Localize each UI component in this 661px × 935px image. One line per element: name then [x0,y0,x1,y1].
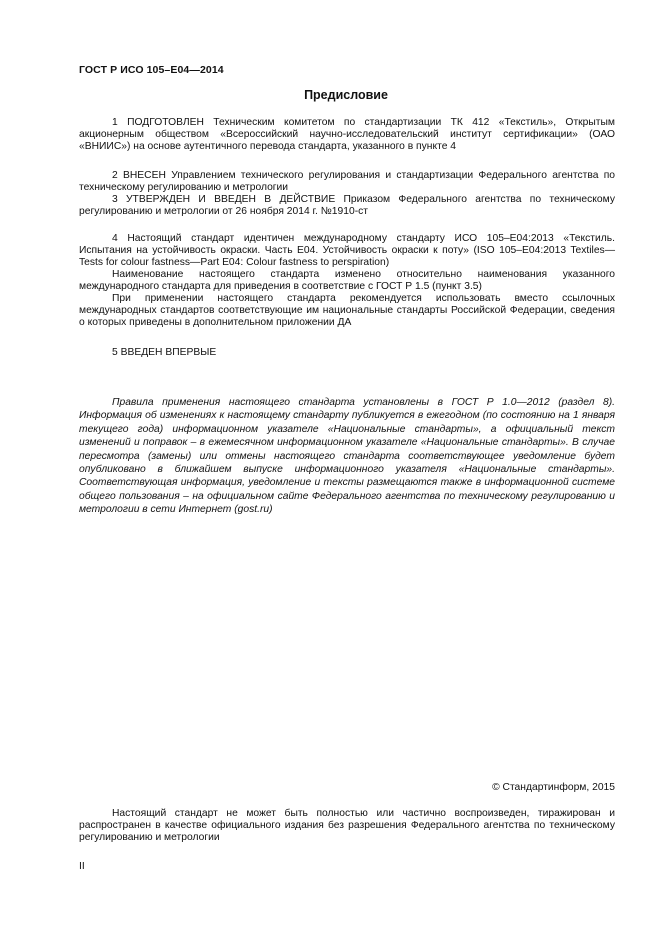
section-1-block [79,117,615,153]
section-1-text: 1 ПОДГОТОВЛЕН Техническим комитетом по стандартизации ТК 412 «Текстиль», Открытым акционерным обществом «Всероссийский научно-исследовательский институт сертификации» (ОАО «ВНИИС») на основе аутентичного перевода стандарта, указанного в пункте 4 [79,117,615,152]
copyright-line: © Стандартинформ, 2015 [492,782,615,793]
section-2-text: 2 ВНЕСЕН Управлением технического регулирования и стандартизации Федерального агентства по техническому регулированию и метрологии [79,170,615,193]
section-4-note-references: При применении настоящего стандарта рекомендуется использовать вместо ссылочных международных стандартов соответствующие им национальные стандарты Российской Федерации, сведения о которых приведены в дополнительном приложении ДА [79,293,615,328]
section-5-text: 5 ВВЕДЕН ВПЕРВЫЕ [112,347,217,358]
section-4-note-name: Наименование настоящего стандарта изменено относительно наименования указанного международного стандарта для приведения в соответствие с ГОСТ Р 1.5 (пункт 3.5) [79,269,615,292]
section-4-block [79,233,615,329]
page-title: Предисловие [304,88,388,102]
document-code-header: ГОСТ Р ИСО 105–E04—2014 [79,64,224,76]
section-5-block [79,347,615,359]
section-4-text: 4 Настоящий стандарт идентичен международному стандарту ИСО 105–E04:2013 «Текстиль. Испытания на устойчивость окраски. Часть E04. Устойчивость окраски к поту» (ISO 105–E04:2013 Textiles—Tests for colour fastness—Part E04: Colour fastness to perspiration) [79,233,615,268]
rules-notice-block [79,396,615,517]
section-3-text: 3 УТВЕРЖДЕН И ВВЕДЕН В ДЕЙСТВИЕ Приказом Федерального агентства по техническому регулированию и метрологии от 26 ноября 2014 г. №1910-ст [79,194,615,217]
reproduction-notice-block [79,808,615,844]
page-number: II [79,861,85,872]
rules-notice-text: Правила применения настоящего стандарта установлены в ГОСТ Р 1.0—2012 (раздел 8). Информация об изменениях к настоящему стандарту публикуется в ежегодном (по состоянию на 1 января текущего года) информационном указателе «Национальные стандарты», а официальный текст изменений и поправок – в ежемесячном информационном указателе «Национальные стандарты». В случае пересмотра (замены) или отмены настоящего стандарта соответствующее уведомление будет опубликовано в ближайшем выпуске информационного указателя «Национальные стандарты». Соответствующая информация, уведомление и тексты размещаются также в информационной системе общего пользования – на официальном сайте Федерального агентства по техническому регулированию и метрологии в сети Интернет (gost.ru) [79,397,615,516]
reproduction-notice-text: Настоящий стандарт не может быть полностью или частично воспроизведен, тиражирован и распространен в качестве официального издания без разрешения Федерального агентства по техническому регулированию и метрологии [79,808,615,843]
section-2-3-block [79,170,615,218]
